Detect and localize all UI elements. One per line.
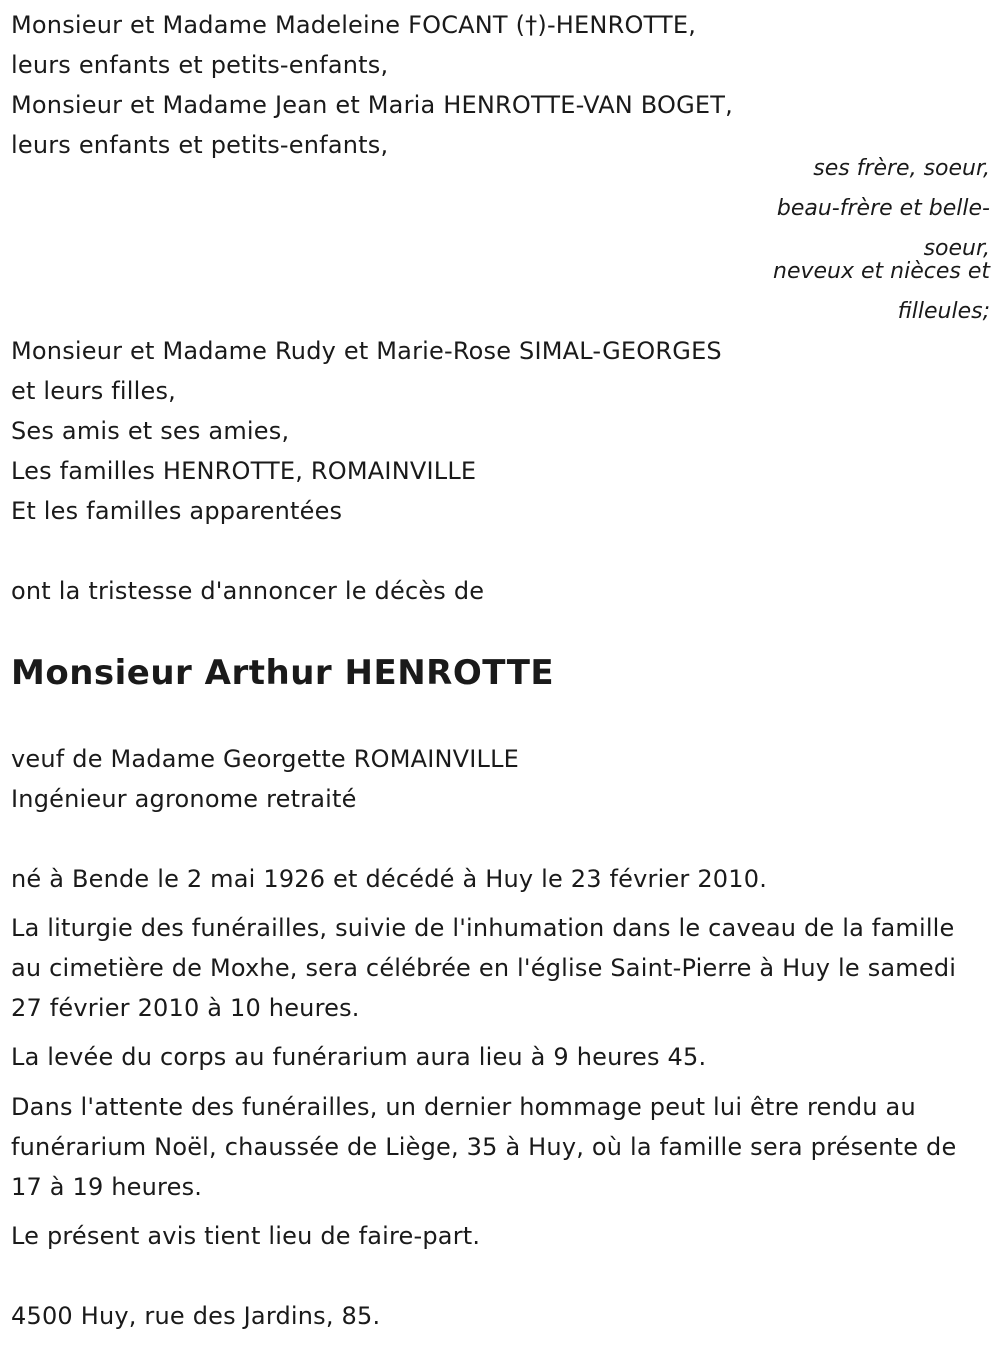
- others-line-1: Monsieur et Madame Rudy et Marie-Rose SIMAL-GEORGES: [11, 337, 722, 365]
- profession: Ingénieur agronome retraité: [11, 785, 357, 813]
- relations-line-5: filleules;: [897, 299, 990, 324]
- others-line-4: Les familles HENROTTE, ROMAINVILLE: [11, 457, 477, 485]
- others-line-3: Ses amis et ses amies,: [11, 417, 290, 445]
- others-line-5: Et les familles apparentées: [11, 497, 343, 525]
- family-line-3: Monsieur et Madame Jean et Maria HENROTTE-VAN BOGET,: [11, 91, 733, 119]
- relations-line-3: soeur,: [923, 236, 990, 261]
- announcement: ont la tristesse d'annoncer le décès de: [11, 577, 485, 605]
- family-line-2: leurs enfants et petits-enfants,: [11, 51, 389, 79]
- relations-line-4: neveux et nièces et: [773, 259, 990, 284]
- family-line-1: Monsieur et Madame Madeleine FOCANT (†)-HENROTTE,: [11, 11, 697, 39]
- widow-of: veuf de Madame Georgette ROMAINVILLE: [11, 745, 520, 773]
- others-line-2: et leurs filles,: [11, 377, 177, 405]
- birth-death: né à Bende le 2 mai 1926 et décédé à Huy le 23 février 2010.: [11, 865, 768, 893]
- liturgy-paragraph: La liturgie des funérailles, suivie de l'inhumation dans le caveau de la famille au cimetière de Moxhe, sera célébrée en l'église Saint-Pierre à Huy le samedi 27 février 2010 à 10 heures.: [11, 914, 957, 1022]
- family-line-4: leurs enfants et petits-enfants,: [11, 131, 389, 159]
- hommage-paragraph: Dans l'attente des funérailles, un dernier hommage peut lui être rendu au funérarium Noël, chaussée de Liège, 35 à Huy, où la famille sera présente de 17 à 19 heures.: [11, 1093, 957, 1201]
- address: 4500 Huy, rue des Jardins, 85.: [11, 1302, 381, 1330]
- relations-line-2: beau-frère et belle-: [776, 196, 990, 221]
- deceased-name: Monsieur Arthur HENROTTE: [11, 653, 555, 693]
- relations-line-1: ses frère, soeur,: [813, 156, 990, 181]
- levee-paragraph: La levée du corps au funérarium aura lieu à 9 heures 45.: [11, 1043, 707, 1071]
- notice-paragraph: Le présent avis tient lieu de faire-part.: [11, 1222, 481, 1250]
